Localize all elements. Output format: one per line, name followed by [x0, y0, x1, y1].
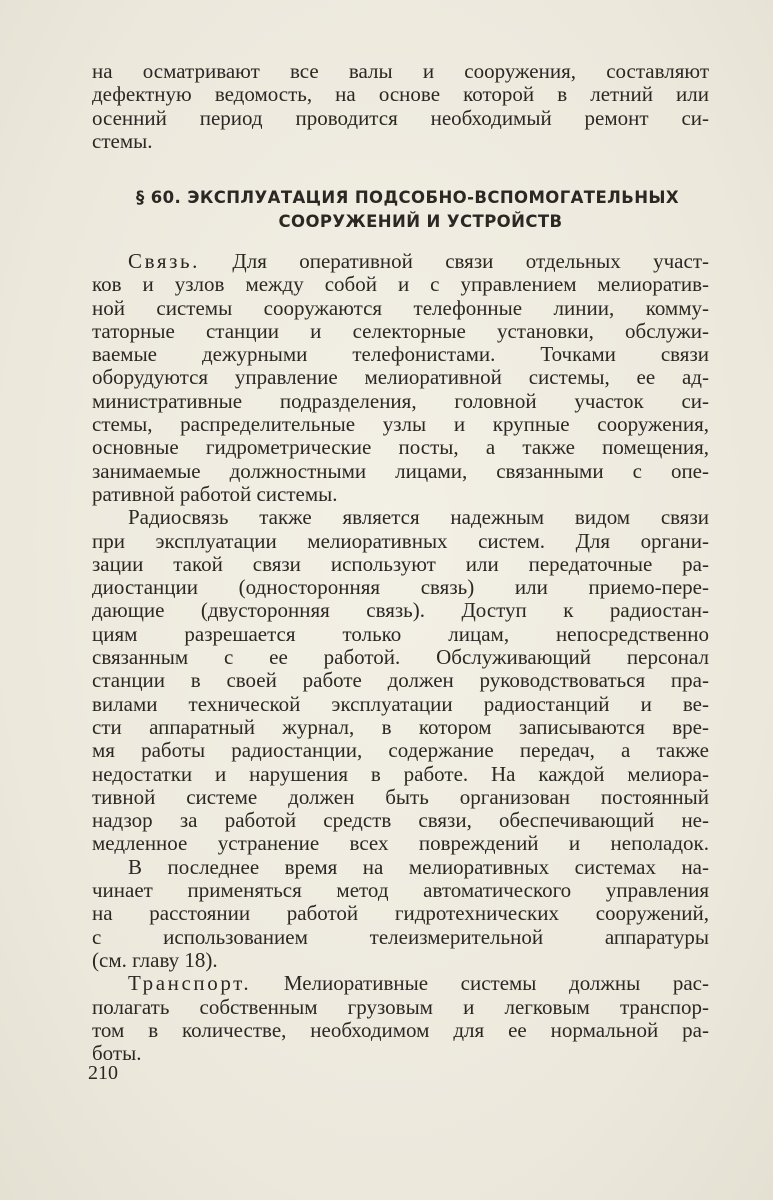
text-line: В последнее время на мелиоративных системах на-: [128, 854, 709, 879]
page-number: 210: [88, 1062, 118, 1084]
text-line: медленное устранение всех повреждений и неполадок.: [92, 831, 709, 856]
section-heading-line: § 60. ЭКСПЛУАТАЦИЯ ПОДСОБНО-ВСПОМОГАТЕЛЬНЫХ: [135, 188, 680, 207]
text-line: [92, 250, 709, 273]
text-line: ной системы сооружаются телефонные линии, комму-: [92, 295, 709, 320]
text-line: с использованием телеизмерительной аппаратуры: [92, 924, 709, 949]
run-in-heading: Транспорт.: [128, 971, 252, 996]
text-run: Для оперативной связи отдельных участ-: [232, 249, 709, 273]
text-line: станции в своей работе должен руководствоваться пра-: [92, 668, 709, 693]
text-line: стемы, распределительные узлы и крупные сооружения,: [92, 412, 709, 437]
text-line: боты.: [92, 1041, 142, 1066]
text-line: таторные станции и селекторные установки, обслужи-: [92, 318, 709, 343]
text-line: циям разрешается только лицам, непосредственно: [92, 621, 709, 646]
text-line: оборудуются управление мелиоративной системы, ее ад-: [92, 365, 709, 390]
text-run: Мелиоративные системы должны рас-: [283, 971, 709, 996]
section-heading-line: СООРУЖЕНИЙ И УСТРОЙСТВ: [278, 212, 563, 231]
section-heading: [92, 186, 709, 234]
text-line: дефектную ведомость, на основе которой в летний или: [92, 82, 709, 107]
text-line: занимаемые должностными лицами, связанными с опе-: [92, 458, 709, 483]
text-line: [92, 972, 709, 995]
text-line: (см. главу 18).: [92, 947, 218, 972]
text-line: Радиосвязь также является надежным видом связи: [128, 505, 709, 530]
text-line: диостанции (односторонняя связь) или приемо-пере-: [92, 575, 709, 600]
text-line: министративные подразделения, головной участок си-: [92, 388, 709, 413]
text-line: сти аппаратный журнал, в котором записываются вре-: [92, 714, 709, 739]
run-in-heading: Связь.: [128, 249, 201, 273]
text-line: недостатки и нарушения в работе. На каждой мелиора-: [92, 761, 709, 786]
text-line: дающие (двусторонняя связь). Доступ к радиостан-: [92, 598, 709, 623]
text-line: на осматривают все валы и сооружения, составляют: [92, 59, 709, 83]
text-line: основные гидрометрические посты, а также помещения,: [92, 435, 709, 460]
text-line: тивной системе должен быть организован постоянный: [92, 784, 709, 809]
text-line: ков и узлов между собой и с управлением мелиоратив-: [92, 272, 709, 297]
text-line: при эксплуатации мелиоративных систем. Для органи-: [92, 528, 709, 553]
text-line: ративной работой системы.: [92, 481, 338, 506]
text-line: ваемые дежурными телефонистами. Точками связи: [92, 342, 709, 367]
top-paragraph: [92, 60, 709, 153]
text-line: зации такой связи используют или передаточные ра-: [92, 551, 709, 576]
text-line: полагать собственным грузовым и легковым транспор-: [92, 994, 709, 1019]
text-line: вилами технической эксплуатации радиостанций и ве-: [92, 691, 709, 716]
text-line: том в количестве, необходимом для ее нормальной ра-: [92, 1017, 709, 1042]
text-line: осенний период проводится необходимый ремонт си-: [92, 105, 709, 130]
text-line: чинает применяться метод автоматического управления: [92, 878, 709, 903]
text-line: надзор за работой средств связи, обеспечивающий не-: [92, 808, 709, 833]
text-line: связанным с ее работой. Обслуживающий персонал: [92, 645, 709, 670]
text-line: на расстоянии работой гидротехнических сооружений,: [92, 901, 709, 926]
paragraph-communication: [92, 250, 709, 1065]
text-line: мя работы радиостанции, содержание передач, а также: [92, 738, 709, 763]
text-line: стемы.: [92, 128, 153, 153]
